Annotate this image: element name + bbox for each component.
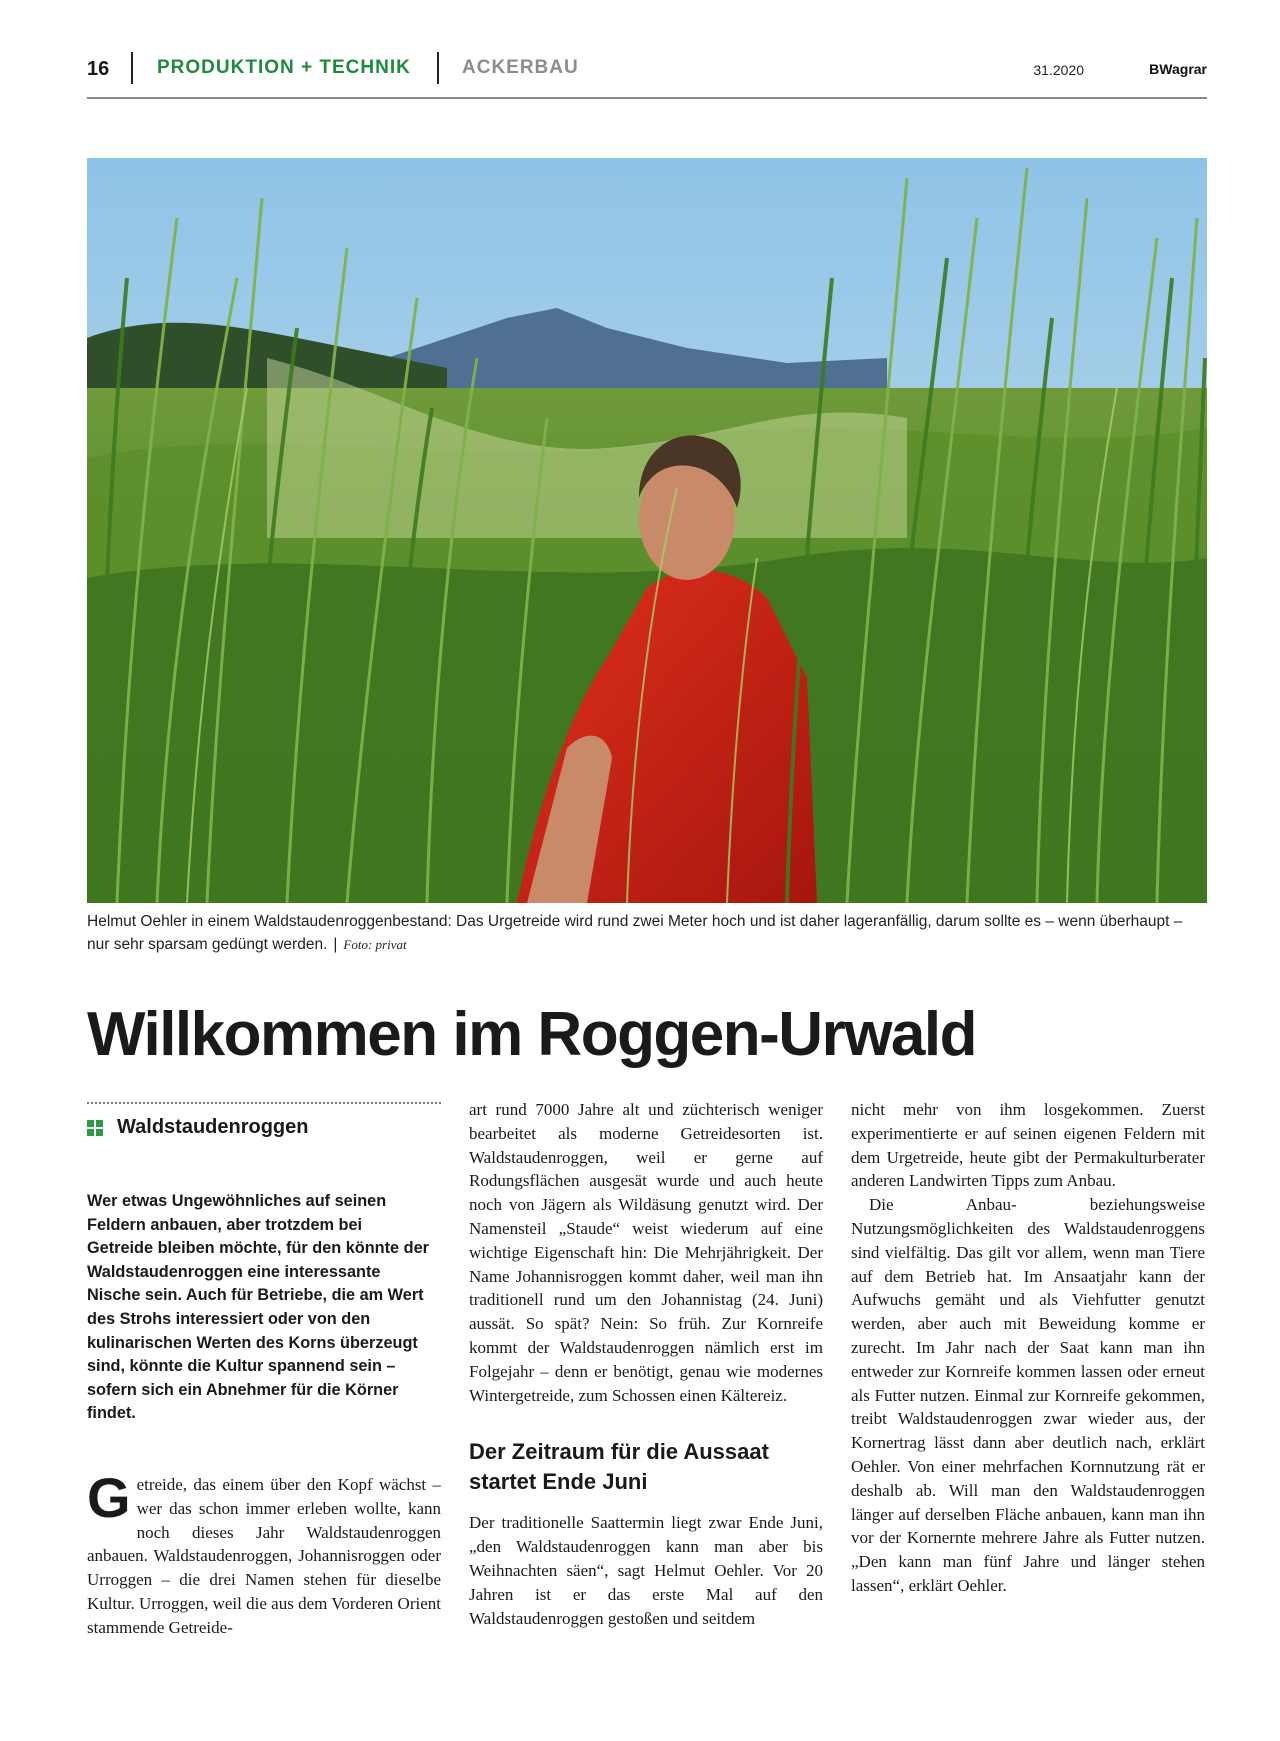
article-headline: Willkommen im Roggen-Urwald [87, 1000, 977, 1069]
header-divider [131, 52, 133, 84]
caption-separator: | [333, 936, 338, 953]
brand-logo: BWagrar [1149, 61, 1207, 77]
header-divider [437, 52, 439, 84]
topic-label: Waldstaudenroggen [117, 1116, 309, 1138]
photo-caption [87, 910, 1207, 956]
article-body-col3 [851, 1098, 1205, 1598]
subsection-title: ACKERBAU [462, 57, 579, 78]
page-header [87, 0, 1207, 100]
photo-credit: Foto: privat [343, 937, 407, 952]
topic-divider [87, 1102, 441, 1104]
article-body-col1 [87, 1466, 441, 1640]
issue-date: 31.2020 [1033, 62, 1084, 78]
caption-text: Helmut Oehler in einem Waldstaudenroggenbestand: Das Urgetreide wird rund zwei Meter hoch und ist daher lageranfällig, darum sollte es – wenn überhaupt – nur sehr sparsam gedüngt werden. [87, 913, 1183, 953]
body-text: etreide, das einem über den Kopf wächst – wer das schon immer erleben wollte, kann noch dieses Jahr Waldstaudenroggen anbauen. Waldstaudenroggen, Johannisroggen oder Urroggen – die drei Namen stehen für dieselbe Kultur. Urroggen, weil die aus dem Vorderen Orient stammende Getreide- [87, 1475, 441, 1637]
article-body-col2 [469, 1098, 823, 1630]
body-paragraph: nicht mehr von ihm losgekommen. Zuerst experimentierte er auf seinen eigenen Feldern mit dem Urgetreide, heute gibt der Permakulturberater anderen Landwirten Tipps zum Anbau. [851, 1100, 1205, 1191]
section-title: PRODUKTION + TECHNIK [157, 57, 411, 78]
drop-cap: G [87, 1466, 131, 1529]
article-subheading: Der Zeitraum für die Aussaat startet Ende Juni [469, 1439, 769, 1495]
header-rule [87, 97, 1207, 99]
page-number: 16 [87, 58, 110, 80]
body-paragraph: Der traditionelle Saattermin liegt zwar Ende Juni, „den Waldstaudenroggen kann man aber bis Weihnachten säen“, sagt Helmut Oehler. Vor 20 Jahren ist er das erste Mal auf den Waldstaudenroggen gestoßen und seitdem [469, 1513, 823, 1628]
article-lead: Wer etwas Ungewöhnliches auf seinen Feldern anbauen, aber trotzdem bei Getreide bleiben möchte, für den könnte der Waldstaudenroggen eine interessante Nische sein. Auch für Betriebe, die am Wert des Strohs interessiert oder von den kulinarischen Werten des Korns überzeugt sind, könnte die Kultur spannend sein – sofern sich ein Abnehmer für die Körner findet. [87, 1192, 429, 1423]
grid-icon [87, 1120, 103, 1136]
article-photo [87, 158, 1207, 903]
body-paragraph: art rund 7000 Jahre alt und züchterisch weniger bearbeitet als moderne Getreidesorten ist. Waldstaudenroggen, weil er gerne auf Rodungsflächen ausgesät wurde und auch heute noch von Jägern als Wildäsung genutzt wird. Der Namensteil „Staude“ weist wiederum auf eine wichtige Eigenschaft hin: Die Mehrjährigkeit. Der Name Johannisroggen kommt daher, weil man ihn traditionell rund um den Johannistag (24. Juni) aussät. So spät? Nein: So früh. Zur Kornreife kommt der Waldstaudenroggen nämlich erst im Folgejahr – denn er benötigt, genau wie modernes Wintergetreide, zum Schossen einen Kältereiz. [469, 1100, 823, 1405]
topic-label-row [87, 1116, 308, 1139]
body-paragraph: Die Anbau- beziehungsweise Nutzungsmöglichkeiten des Waldstaudenroggens sind vielfältig. Das gilt vor allem, wenn man Tiere auf dem Betrieb hat. Im Ansaatjahr kann der Aufwuchs gemäht und als Viehfutter genutzt werden, aber auch mit Beweidung komme er zurecht. Im Jahr nach der Saat kann man ihn entweder zur Kornreife kommen lassen oder erneut als Futter nutzen. Einmal zur Kornreife gekommen, treibt Waldstaudenroggen zwar wieder aus, der Kornertrag lässt dann aber deutlich nach, erklärt Oehler. Von einer mehrfachen Kornnutzung rät er deshalb ab. Will man den Waldstaudenroggen länger auf derselben Fläche anbauen, kann man ihn vor der Kornernte mehrere Jahre als Futter nutzen. „Den kann man fünf Jahre und länger stehen lassen“, erklärt Oehler. [851, 1195, 1205, 1595]
